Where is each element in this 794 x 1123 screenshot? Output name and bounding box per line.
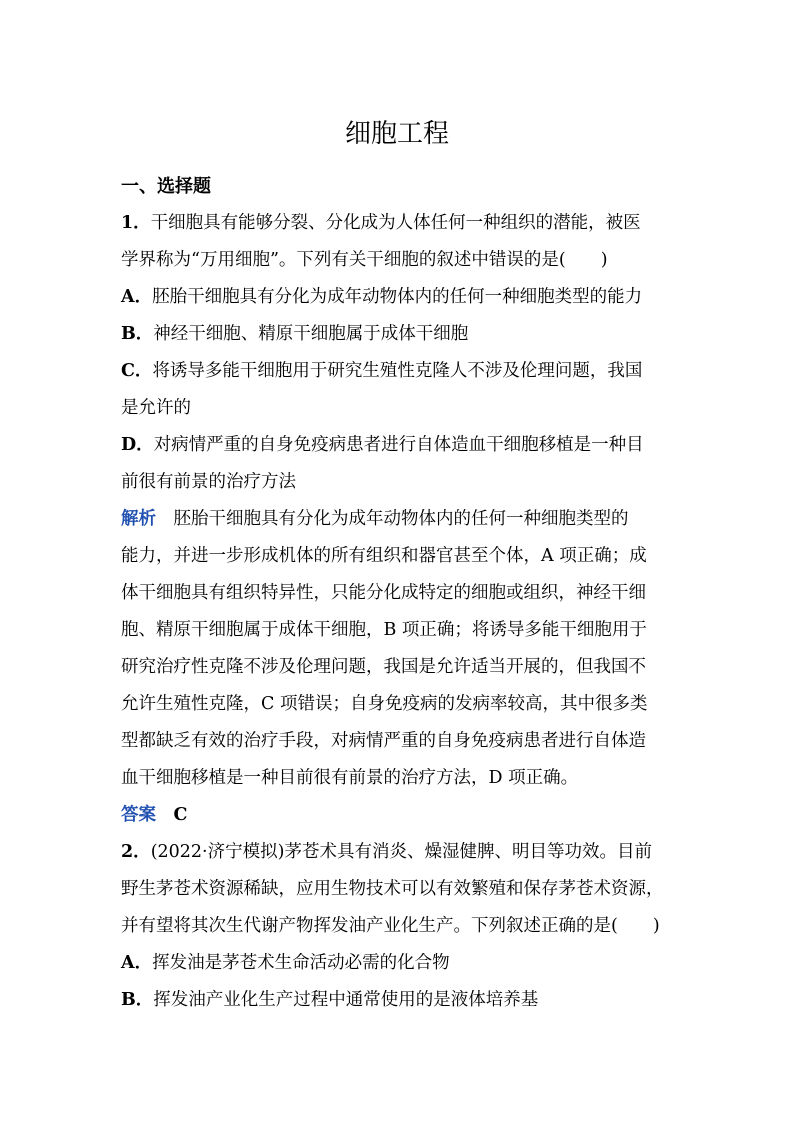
option-b xyxy=(121,316,681,353)
analysis-text: 胚胎干细胞具有分化为成年动物体内的任何一种细胞类型的 xyxy=(156,509,629,529)
option-text: 对病情严重的自身免疫病患者进行自体造血干细胞移植是一种目 xyxy=(153,435,644,455)
option-text: 将诱导多能干细胞用于研究生殖性克隆人不涉及伦理问题，我国 xyxy=(152,361,643,381)
option-label: B． xyxy=(121,990,154,1010)
text-line xyxy=(121,501,681,538)
text-line xyxy=(121,353,681,390)
section-heading: 一、选择题 xyxy=(121,176,211,197)
question-number: 1． xyxy=(121,213,151,233)
answer-value: C xyxy=(156,805,188,825)
option-label: B． xyxy=(121,324,154,344)
stem-text: (2022·济宁模拟)茅苍术具有消炎、燥湿健脾、明目等功效。目前 xyxy=(150,842,652,862)
text-line: 允许生殖性克隆，C 项错误；自身免疫病的发病率较高，其中很多类 xyxy=(121,694,648,714)
text-line: 体干细胞具有组织特异性，只能分化成特定的细胞或组织，神经干细 xyxy=(121,583,646,603)
text-line xyxy=(121,982,681,1019)
stem-text: 干细胞具有能够分裂、分化成为人体任何一种组织的潜能，被医 xyxy=(150,213,641,233)
question-1-stem xyxy=(121,205,681,279)
option-a xyxy=(121,945,681,982)
text-line xyxy=(121,797,681,834)
text-line xyxy=(121,205,681,242)
text-line: 型都缺乏有效的治疗手段，对病情严重的自身免疫病患者进行自体造 xyxy=(121,731,646,751)
option-text: 胚胎干细胞具有分化为成年动物体内的任何一种细胞类型的能力 xyxy=(152,287,643,307)
question-number: 2． xyxy=(121,842,151,862)
text-line: 学界称为“万用细胞”。下列有关干细胞的叙述中错误的是( ) xyxy=(121,250,608,270)
text-line xyxy=(121,945,681,982)
option-label: A． xyxy=(121,287,153,307)
text-line xyxy=(121,834,681,871)
text-line: 能力，并进一步形成机体的所有组织和器官甚至个体，A 项正确；成 xyxy=(121,546,647,566)
answer-block xyxy=(121,797,681,834)
content-body xyxy=(121,205,681,1019)
option-label: D． xyxy=(121,435,154,455)
text-line: 并有望将其次生代谢产物挥发油产业化生产。下列叙述正确的是( ) xyxy=(121,916,660,936)
analysis-block xyxy=(121,501,681,797)
text-line: 野生茅苍术资源稀缺，应用生物技术可以有效繁殖和保存茅苍术资源， xyxy=(121,879,664,899)
text-line xyxy=(121,316,681,353)
answer-label: 答案 xyxy=(121,805,156,825)
option-text: 挥发油是茅苍术生命活动必需的化合物 xyxy=(152,953,450,973)
option-b xyxy=(121,982,681,1019)
option-text: 神经干细胞、精原干细胞属于成体干细胞 xyxy=(153,324,469,344)
text-line: 是允许的 xyxy=(121,398,191,418)
option-d xyxy=(121,427,681,501)
option-c xyxy=(121,353,681,427)
page-title: 细胞工程 xyxy=(344,119,449,149)
text-line: 研究治疗性克隆不涉及伦理问题，我国是允许适当开展的，但我国不 xyxy=(121,657,646,677)
option-a xyxy=(121,279,681,316)
text-line xyxy=(121,427,681,464)
text-line: 血干细胞移植是一种目前很有前景的治疗方法，D 项正确。 xyxy=(121,768,579,788)
question-2-stem xyxy=(121,834,681,945)
text-line xyxy=(121,279,681,316)
option-text: 挥发油产业化生产过程中通常使用的是液体培养基 xyxy=(153,990,539,1010)
option-label: A． xyxy=(121,953,153,973)
text-line: 前很有前景的治疗方法 xyxy=(121,472,296,492)
option-label: C． xyxy=(121,361,153,381)
analysis-label: 解析 xyxy=(121,509,156,529)
text-line: 胞、精原干细胞属于成体干细胞，B 项正确；将诱导多能干细胞用于 xyxy=(121,620,647,640)
